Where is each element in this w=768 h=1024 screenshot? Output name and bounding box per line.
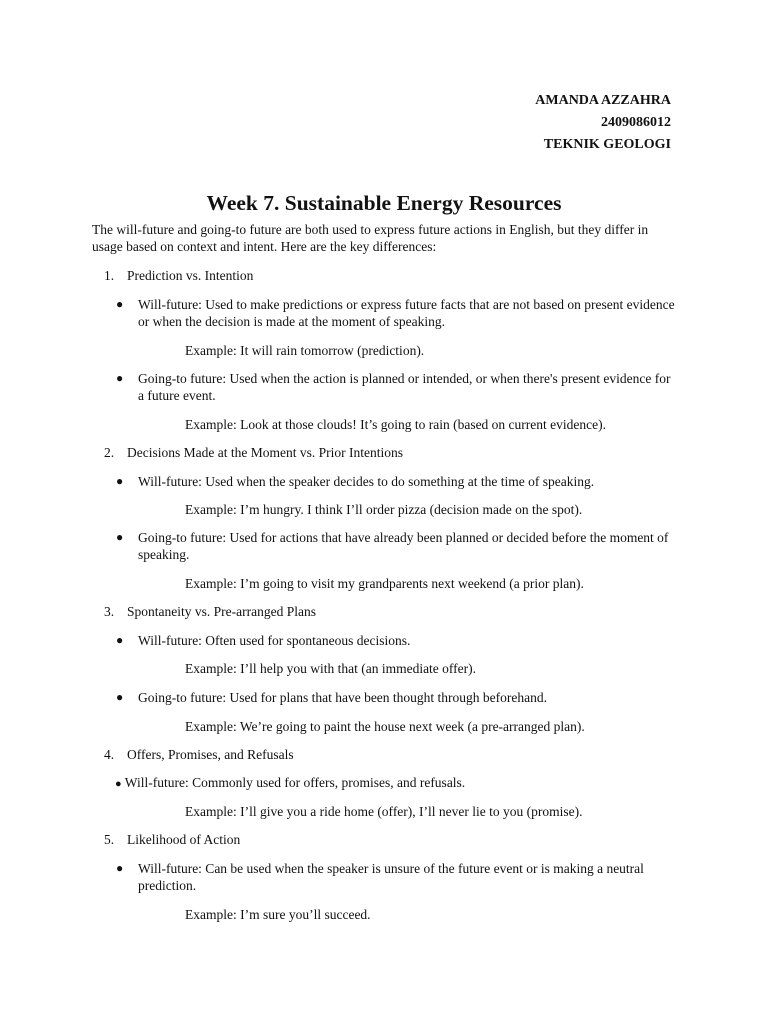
section-number: 3. bbox=[104, 604, 115, 619]
section-number: 1. bbox=[104, 268, 115, 283]
example-text: Example: It will rain tomorrow (prediction). bbox=[185, 343, 425, 358]
list-item-text: Going-to future: Used for actions that have already been planned or decided before the moment of speaking. bbox=[138, 530, 669, 562]
author-block bbox=[535, 90, 671, 156]
section-1-heading bbox=[104, 267, 674, 284]
author-name: AMANDA AZZAHRA bbox=[535, 93, 671, 108]
list-item-text: Going-to future: Used when the action is planned or intended, or when there's present evidence for a future event. bbox=[138, 371, 671, 403]
section-3-heading bbox=[104, 603, 674, 620]
list-item-text: Will-future: Can be used when the speaker is unsure of the future event or is making a neutral prediction. bbox=[138, 861, 644, 893]
list-item bbox=[115, 774, 675, 793]
list-item-text: Will-future: Used to make predictions or express future facts that are not based on present evidence or when the decision is made at the moment of speaking. bbox=[138, 297, 675, 329]
example-text: Example: We’re going to paint the house next week (a pre-arranged plan). bbox=[185, 719, 585, 734]
bullet-icon: ● bbox=[116, 861, 124, 875]
example-text: Example: Look at those clouds! It’s going to rain (based on current evidence). bbox=[185, 417, 606, 432]
section-title: Decisions Made at the Moment vs. Prior Intentions bbox=[127, 445, 403, 460]
list-item-text: Will-future: Used when the speaker decides to do something at the time of speaking. bbox=[138, 474, 595, 489]
section-title: Prediction vs. Intention bbox=[127, 268, 254, 283]
section-title: Offers, Promises, and Refusals bbox=[127, 747, 294, 762]
bullet-icon: ● bbox=[116, 690, 124, 704]
list-item-text: Going-to future: Used for plans that have been thought through beforehand. bbox=[138, 690, 548, 705]
section-number: 4. bbox=[104, 747, 115, 762]
list-item-text: Will-future: Often used for spontaneous decisions. bbox=[138, 633, 411, 648]
page-title: Week 7. Sustainable Energy Resources bbox=[206, 191, 562, 215]
example-text: Example: I’ll help you with that (an immediate offer). bbox=[185, 661, 477, 676]
section-number: 5. bbox=[104, 832, 115, 847]
example-text: Example: I’ll give you a ride home (offer), I’ll never lie to you (promise). bbox=[185, 804, 583, 819]
example-text: Example: I’m sure you’ll succeed. bbox=[185, 907, 371, 922]
section-title: Spontaneity vs. Pre-arranged Plans bbox=[127, 604, 316, 619]
section-5-heading bbox=[104, 831, 674, 848]
section-number: 2. bbox=[104, 445, 115, 460]
bullet-icon: ● bbox=[116, 530, 124, 544]
example-text: Example: I’m going to visit my grandparents next weekend (a prior plan). bbox=[185, 576, 584, 591]
section-title: Likelihood of Action bbox=[127, 832, 241, 847]
section-4-heading bbox=[104, 746, 674, 763]
bullet-icon: ● bbox=[116, 633, 124, 647]
student-id: 2409086012 bbox=[601, 115, 671, 130]
intro-paragraph: The will-future and going-to future are both used to express future actions in English, but they differ in usage based on context and intent. Here are the key differences: bbox=[92, 222, 649, 254]
list-item-text: Will-future: Commonly used for offers, promises, and refusals. bbox=[124, 775, 466, 790]
section-2-heading bbox=[104, 444, 674, 461]
bullet-icon: ● bbox=[116, 474, 124, 488]
bullet-icon: ● bbox=[116, 371, 124, 385]
bullet-icon: ● bbox=[115, 778, 122, 790]
department: TEKNIK GEOLOGI bbox=[543, 137, 671, 152]
example-text: Example: I’m hungry. I think I’ll order pizza (decision made on the spot). bbox=[185, 502, 583, 517]
bullet-icon: ● bbox=[116, 297, 124, 311]
